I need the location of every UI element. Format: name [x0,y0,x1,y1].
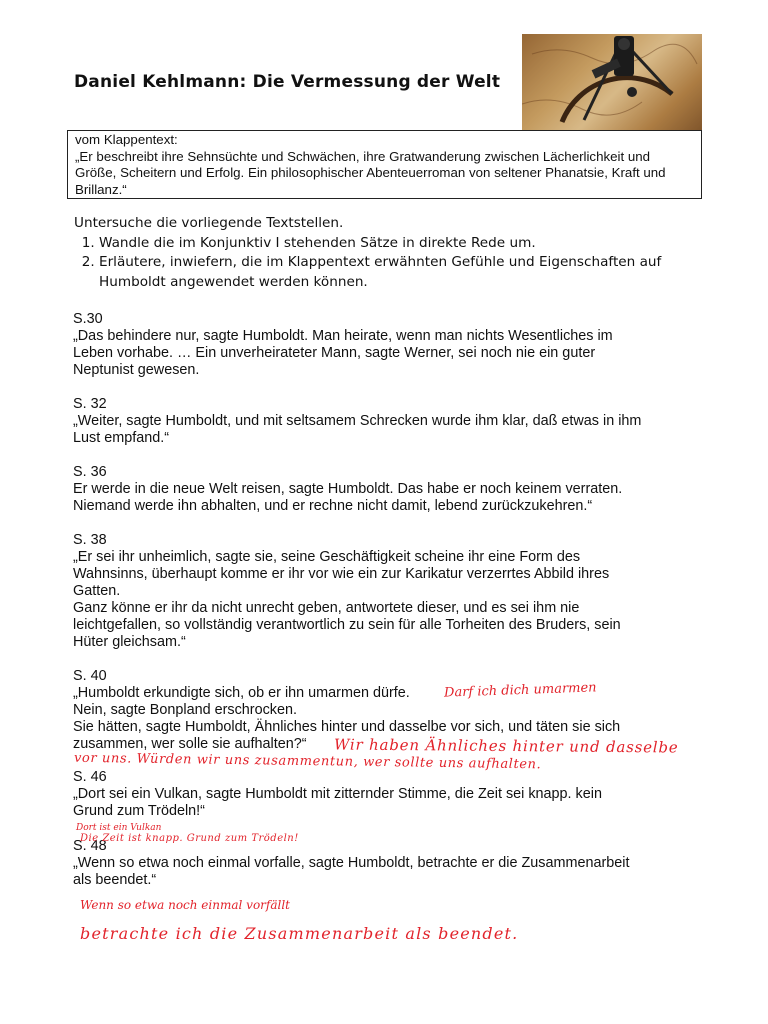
section-line: Nein, sagte Bonpland erschrocken. [73,702,297,718]
section-line: Neptunist gewesen. [73,362,200,378]
section-line: „Wenn so etwa noch einmal vorfalle, sagte Humboldt, betrachte er die Zusammenarbeit [73,855,630,871]
section-line: „Er sei ihr unheimlich, sagte sie, seine Geschäftigkeit scheine ihr eine Form des [73,549,581,565]
handwritten-note: Darf ich dich umarmen [443,680,597,701]
section-line: zusammen, wer solle sie aufhalten?“ [73,736,307,752]
section-line: Er werde in die neue Welt reisen, sagte Humboldt. Das habe er noch keinem verraten. [73,481,623,497]
handwritten-note: Dort ist ein Vulkan [76,823,162,833]
section-line: Gatten. [73,583,121,599]
section-page: S. 40 [73,668,107,684]
section-line: Grund zum Trödeln!“ [73,803,205,819]
sextant-image [522,34,702,130]
blurb-heading: vom Klappentext: [75,132,178,147]
section-line: Hüter gleichsam.“ [73,634,186,650]
section-page: S.30 [73,311,103,327]
section-line: Leben vorhabe. … Ein unverheirateter Mann, sagte Werner, sei noch nie ein guter [73,345,596,361]
section-page: S. 38 [73,532,107,548]
task-item: 2. Erläutere, inwiefern, die im Klappentext erwähnten Gefühle und Eigenschaften auf Humboldt angewendet werden können. [99,253,714,292]
section-s48 [73,838,713,889]
section-line: als beendet.“ [73,872,157,888]
section-line: „Das behindere nur, sagte Humboldt. Man heirate, wenn man nichts Wesentliches im [73,328,613,344]
section-s36 [73,464,713,515]
task-intro: Untersuche die vorliegende Textstellen. [74,215,344,231]
section-line: Sie hätten, sagte Humboldt, Ähnliches hinter und dasselbe vor sich, und täten sie sich [73,719,621,735]
section-line: Ganz könne er ihr da nicht unrecht geben, antwortete dieser, und es sei ihm nie [73,600,580,616]
section-page: S. 36 [73,464,107,480]
section-line: „Humboldt erkundigte sich, ob er ihn umarmen dürfe. [73,685,410,701]
handwritten-note: Die Zeit ist knapp. Grund zum Trödeln! [80,833,299,844]
section-page: S. 48 [73,838,107,854]
section-line: leichtgefallen, so vollständig verantwortlich zu sein für alle Torheiten des Bruders, sein [73,617,621,633]
section-s46 [73,769,713,820]
section-page: S. 46 [73,769,107,785]
handwritten-note: betrachte ich die Zusammenarbeit als beendet. [80,924,519,943]
document-title: Daniel Kehlmann: Die Vermessung der Welt [74,72,501,92]
handwritten-note: Wenn so etwa noch einmal vorfällt [80,898,290,912]
task-list [74,214,714,292]
section-line: „Dort sei ein Vulkan, sagte Humboldt mit zitternder Stimme, die Zeit sei knapp. kein [73,786,602,802]
section-s38 [73,532,713,651]
section-s32 [73,396,713,447]
section-page: S. 32 [73,396,107,412]
sextant-icon [522,34,702,130]
section-line: Wahnsinns, überhaupt komme er ihr vor wie ein zur Karikatur verzerrtes Abbild ihres [73,566,610,582]
section-s30 [73,311,713,379]
task-item: 1. Wandle die im Konjunktiv I stehenden Sätze in direkte Rede um. [99,234,714,254]
blurb-text: „Er beschreibt ihre Sehnsüchte und Schwächen, ihre Gratwanderung zwischen Lächerlichkeit und Größe, Scheitern und Erfolg. Ein philosophischer Abenteuerroman von seltener Phanatsie, Kraft und Brillanz.“ [75,148,666,197]
blurb-box [67,130,702,199]
section-line: Niemand werde ihn abhalten, und er rechne nicht damit, lebend zurückzukehren.“ [73,498,593,514]
handwritten-note: Wir haben Ähnliches hinter und dasselbe [333,735,679,757]
handwritten-note: vor uns. Würden wir uns zusammentun, wer sollte uns aufhalten. [73,750,542,773]
section-line: „Weiter, sagte Humboldt, und mit seltsamem Schrecken wurde ihm klar, daß etwas in ihm [73,413,642,429]
section-line: Lust empfand.“ [73,430,169,446]
